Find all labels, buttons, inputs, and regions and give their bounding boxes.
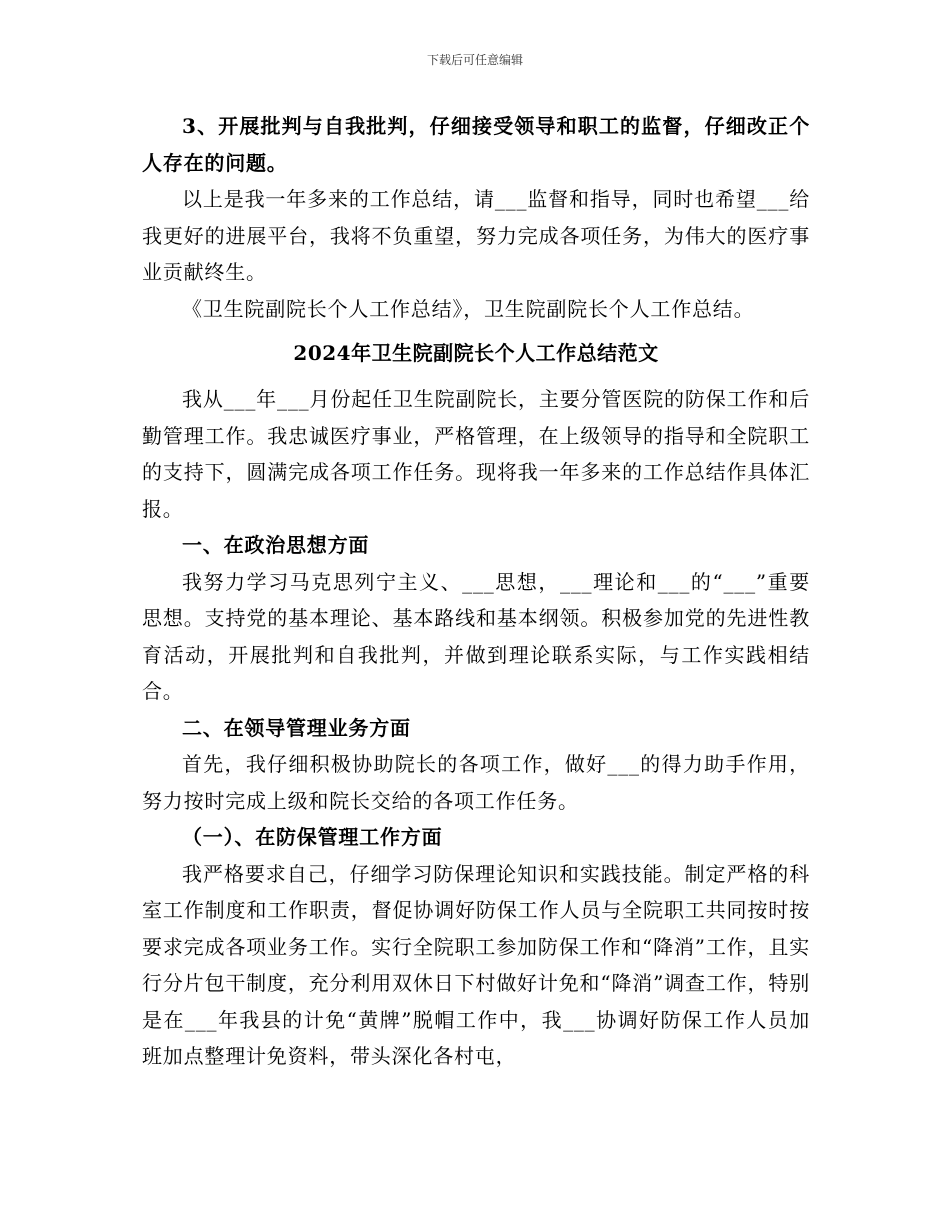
paragraph-management: 首先，我仔细积极协助院长的各项工作，做好___的得力助手作用，努力按时完成上级和院长交给的各项工作任务。 xyxy=(142,752,810,813)
paragraph-reference: 《卫生院副院长个人工作总结》，卫生院副院长个人工作总结。 xyxy=(182,296,755,321)
paragraph-point-3: 3、开展批判与自我批判，仔细接受领导和职工的监督，仔细改正个人存在的问题。 xyxy=(142,114,810,175)
section-heading-political: 一、在政治思想方面 xyxy=(182,533,370,557)
page-header: 下载后可任意编辑 xyxy=(426,53,523,67)
paragraph-closing: 以上是我一年多来的工作总结，请___监督和指导，同时也希望___给我更好的进展平台，我将不负重望，努力完成各项任务，为伟大的医疗事业贡献终生。 xyxy=(142,187,810,284)
section-heading-management: 二、在领导管理业务方面 xyxy=(182,715,411,740)
subsection-heading-prevention: （一）、在防保管理工作方面 xyxy=(182,825,443,849)
paragraph-intro: 我从___年___月份起任卫生院副院长，主要分管医院的防保工作和后勤管理工作。我忠诚医疗事业，严格管理，在上级领导的指导和全院职工的支持下，圆满完成各项工作任务。现将我一年多来的工作总结作具体汇报。 xyxy=(142,387,810,521)
paragraph-prevention: 我严格要求自己，仔细学习防保理论知识和实践技能。制定严格的科室工作制度和工作职责，督促协调好防保工作人员与全院职工共同按时按要求完成各项业务工作。实行全院职工参加防保工作和“降消”工作，且实行分片包干制度，充分利用双休日下村做好计免和“降消”调查工作，特别是在___年我县的计免“黄牌”脱帽工作中，我___协调好防保工作人员加班加点整理计免资料，带头深化各村屯， xyxy=(142,861,810,1068)
paragraph-political: 我努力学习马克思列宁主义、___思想，___理论和___的“___”重要思想。支持党的基本理论、基本路线和基本纲领。积极参加党的先进性教育活动，开展批判和自我批判，并做到理论联系实际，与工作实践相结合。 xyxy=(142,569,810,703)
document-title: 2024年卫生院副院长个人工作总结范文 xyxy=(293,341,659,365)
document-body xyxy=(142,108,810,1075)
